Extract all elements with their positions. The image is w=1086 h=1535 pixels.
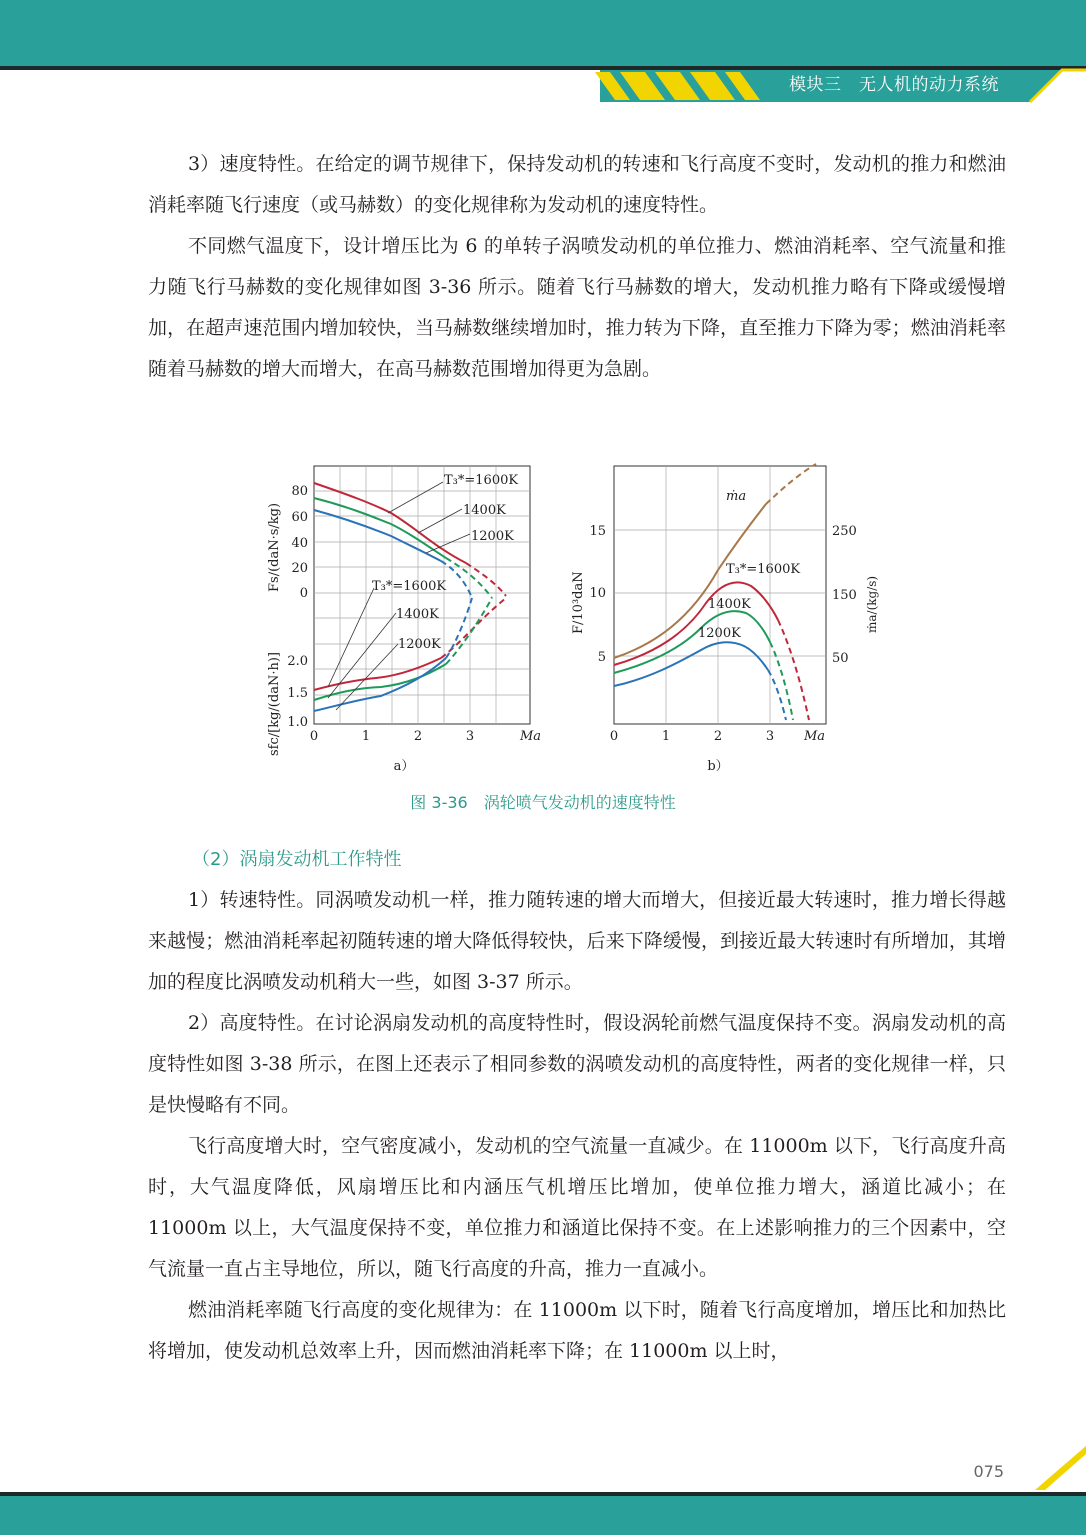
paragraph-rpm-characteristic: 1）转速特性。同涡喷发动机一样，推力随转速的增大而增大，但接近最大转速时，推力增长得越来越慢；燃油消耗率起初随转速的增大降低得较快，后来下降缓慢，到接近最大转速时有所增加，其增加的程度比涡喷发动机稍大一些，如图 3-37 所示。 — [148, 889, 1006, 993]
fs-tick-60: 60 — [291, 510, 308, 525]
section-title: （2）涡扇发动机工作特性 — [192, 849, 402, 870]
fs-tick-20: 20 — [291, 561, 308, 576]
figure-3-36 — [256, 458, 879, 778]
fs-label-1200k: 1200K — [471, 529, 514, 544]
paragraph-altitude-explanation: 飞行高度增大时，空气密度减小，发动机的空气流量一直减少。在 11000m 以下，飞行高度升高时，大气温度降低，风扇增压比和内涵压气机增压比增加，使单位推力增大，涵道比减小；在 11000m 以上，大气温度保持不变，单位推力和涵道比保持不变。在上述影响推力的三个因素中，空气流量一直占主导地位，所以，随飞行高度的升高，推力一直减小。 — [148, 1135, 1006, 1280]
b-xaxis-name: Ma — [804, 729, 826, 744]
fs-label-1600k: T₃*=1600K — [444, 473, 519, 488]
f-tick-10: 10 — [589, 586, 606, 601]
f-tick-5: 5 — [597, 650, 606, 665]
paragraph-figure-description: 不同燃气温度下，设计增压比为 6 的单转子涡喷发动机的单位推力、燃油消耗率、空气流量和推力随飞行马赫数的变化规律如图 3-36 所示。随着飞行马赫数的增大，发动机推力略有下降或缓慢增加，在超声速范围内增加较快，当马赫数继续增加时，推力转为下降，直至推力下降为零；燃油消耗率随着马赫数的增大而增大，在高马赫数范围增加得更为急剧。 — [148, 235, 1006, 380]
figure-caption: 图 3-36 涡轮喷气发动机的速度特性 — [410, 793, 676, 812]
lower-text — [148, 836, 1006, 1372]
sfc-axis-label: sfc/[kg/(daN·h)] — [267, 652, 282, 756]
a-xtick-3: 3 — [465, 729, 475, 744]
panel-a-label: a） — [393, 759, 415, 774]
paragraph-speed-characteristic: 3）速度特性。在给定的调节规律下，保持发动机的转速和飞行高度不变时，发动机的推力和燃油消耗率随飞行速度（或马赫数）的变化规律称为发动机的速度特性。 — [148, 153, 1006, 216]
b-xtick-2: 2 — [713, 729, 723, 744]
b-xtick-0: 0 — [609, 729, 619, 744]
f-axis-label: F/10³daN — [571, 571, 586, 634]
sfc-label-1600k: T₃*=1600K — [372, 579, 447, 594]
sfc-label-1200k: 1200K — [398, 637, 441, 652]
mass-flow-label: ṁa — [726, 489, 747, 504]
ma-tick-150: 150 — [832, 588, 857, 603]
upper-text — [148, 144, 1006, 390]
fs-tick-80: 80 — [291, 484, 308, 499]
fs-tick-40: 40 — [291, 536, 308, 551]
panel-b — [571, 464, 879, 774]
sfc-tick-1-5: 1.5 — [287, 686, 308, 701]
module-title: 模块三 无人机的动力系统 — [789, 75, 999, 95]
ma-tick-250: 250 — [832, 524, 857, 539]
b-xtick-3: 3 — [765, 729, 775, 744]
paragraph-sfc-altitude: 燃油消耗率随飞行高度的变化规律为：在 11000m 以下时，随着飞行高度增加，增压比和加热比将增加，使发动机总效率上升，因而燃油消耗率下降；在 11000m 以上时， — [148, 1299, 1006, 1362]
sfc-label-1400k: 1400K — [396, 607, 439, 622]
a-xtick-2: 2 — [413, 729, 423, 744]
panel-b-label: b） — [707, 759, 729, 774]
page-footer — [0, 1440, 1086, 1535]
sfc-curve-1600k — [314, 658, 441, 690]
a-xaxis-name: Ma — [520, 729, 542, 744]
page-number: 075 — [973, 1462, 1004, 1481]
a-xtick-1: 1 — [361, 729, 371, 744]
sfc-tick-1-0: 1.0 — [287, 715, 308, 730]
thrust-label-1400k: 1400K — [708, 597, 751, 612]
sfc-curve-1400k — [314, 664, 446, 700]
ma-tick-50: 50 — [832, 651, 849, 666]
b-xtick-1: 1 — [661, 729, 671, 744]
fs-label-1400k: 1400K — [463, 503, 506, 518]
thrust-label-1600k: T₃*=1600K — [726, 562, 801, 577]
sfc-tick-2-0: 2.0 — [287, 654, 308, 669]
panel-a — [267, 466, 541, 774]
f-tick-15: 15 — [589, 524, 606, 539]
mass-flow-curve — [614, 504, 766, 658]
paragraph-altitude-characteristic: 2）高度特性。在讨论涡扇发动机的高度特性时，假设涡轮前燃气温度保持不变。涡扇发动机的高度特性如图 3-38 所示，在图上还表示了相同参数的涡喷发动机的高度特性，两者的变化规律一样，只是快慢略有不同。 — [148, 1012, 1006, 1116]
fs-axis-label: Fs/(daN·s/kg) — [267, 502, 282, 592]
a-xtick-0: 0 — [309, 729, 319, 744]
fs-tick-0: 0 — [299, 586, 308, 601]
thrust-label-1200k: 1200K — [698, 626, 741, 641]
ma-axis-label: ṁa/(kg/s) — [865, 575, 879, 633]
